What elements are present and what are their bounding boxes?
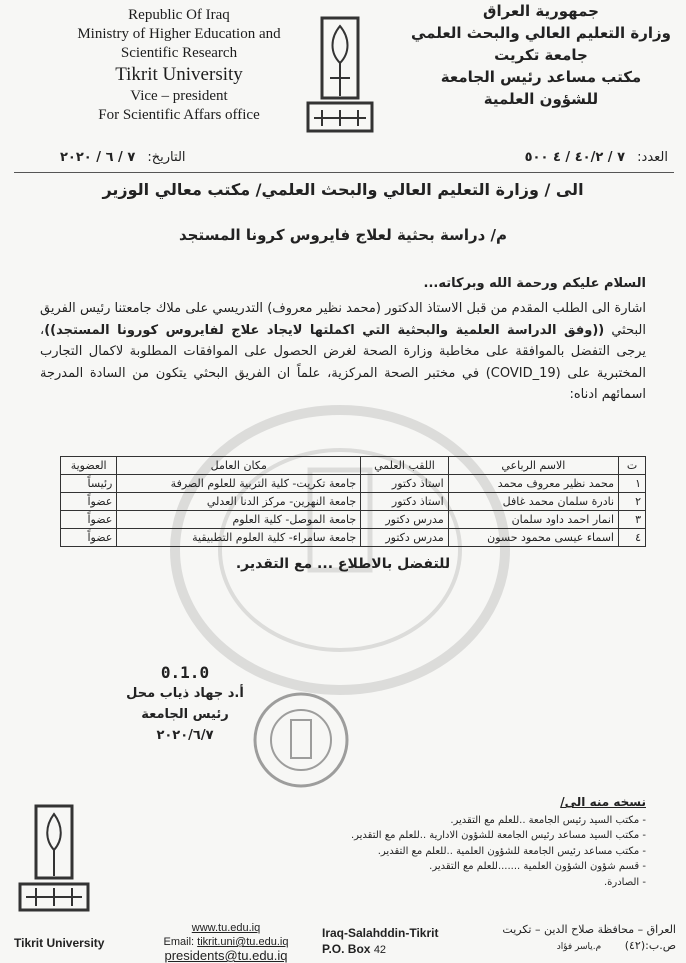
- table-cell: جامعة النهرين- مركز الدنا العدلي: [117, 493, 361, 511]
- table-cell: اسماء عيسى محمود حسون: [448, 529, 618, 547]
- en-line: For Scientific Affars office: [98, 107, 260, 123]
- table-cell: محمد نظير معروف محمد: [448, 475, 618, 493]
- ref-date: [60, 150, 186, 165]
- table-cell: استاذ دكتور: [361, 493, 449, 511]
- table-cell: ٣: [619, 511, 646, 529]
- en-line: Ministry of Higher Education and: [77, 26, 281, 42]
- email-link[interactable]: presidents@tu.edu.iq: [164, 948, 288, 963]
- email-link[interactable]: tikrit.uni@tu.edu.iq: [197, 936, 289, 948]
- greeting: السلام عليكم ورحمة الله وبركاته...: [423, 276, 646, 291]
- table-cell: عضواً: [61, 529, 117, 547]
- address-ar: العراق – محافظة صلاح الدين – تكريت: [502, 923, 676, 936]
- pobox-ar: ص.ب:(٤٢): [624, 939, 676, 952]
- university-name: Tikrit University: [115, 64, 243, 85]
- table-row: [61, 493, 646, 511]
- ar-line: للشؤون العلمية: [483, 90, 599, 108]
- column-header: الاسم الرباعي: [448, 457, 618, 475]
- ar-line: جامعة تكريت: [494, 46, 588, 64]
- subject-line: م/ دراسة بحثية لعلاج فايروس كرونا المستجد: [179, 226, 507, 244]
- column-header: العضوية: [61, 457, 117, 475]
- recipient-line: الى / وزارة التعليم العالي والبحث العلمي/ مكتب معالي الوزير: [102, 180, 584, 199]
- university-logo-icon: [300, 8, 380, 138]
- column-header: اللقب العلمي: [361, 457, 449, 475]
- email-label: Email:: [163, 936, 195, 948]
- research-team-table: [60, 456, 646, 547]
- pobox-label: P.O. Box: [322, 942, 371, 956]
- body-text-rest: ، يرجى التفضل بالموافقة على مخاطبة وزارة الصحة لغرض الحصول على الموافقات المطلوبة لاكمال التجارب المختبرية على (COVID_19) في مختبر الصحة المركزية، علماً ان الفريق البحثي يتكون من السادة المدرجة اسمائهم ادناه:: [40, 322, 646, 402]
- table-cell: استاذ دكتور: [361, 475, 449, 493]
- table-row: [61, 529, 646, 547]
- signature-scribble: 0.1.0: [160, 663, 210, 682]
- ref-number-value: ٧ / ٤٠/٢ / ٤ ٥٠٠: [524, 150, 626, 165]
- english-letterhead: [50, 6, 308, 125]
- table-cell: ٢: [619, 493, 646, 511]
- table-cell: نادرة سلمان محمد غافل: [448, 493, 618, 511]
- ref-date-value: ٧ / ٦ / ٢٠٢٠: [60, 150, 136, 165]
- footer-contacts: [126, 921, 326, 963]
- table-cell: عضواً: [61, 511, 117, 529]
- copy-item: - مكتب السيد رئيس الجامعة ..للعلم مع التقدير.: [450, 814, 646, 826]
- signature-date: ٢٠٢٠/٦/٧: [156, 728, 214, 743]
- footer-address-ar: [466, 922, 676, 955]
- copy-item: - مكتب مساعد رئيس الجامعة للشؤون العلمية ..للعلم مع التقدير.: [377, 845, 646, 857]
- ar-line: مكتب مساعد رئيس الجامعة: [440, 68, 642, 86]
- footer-logo-icon: [14, 800, 94, 920]
- body-emphasis: ((وفق الدراسة العلمية والبحثية التي اكملتها لايجاد علاج لفايروس كورونا المستجد)): [44, 322, 605, 338]
- ref-number-label: العدد:: [637, 150, 668, 165]
- address-en: Iraq-Salahddin-Tikrit: [322, 926, 439, 940]
- ar-line: وزارة التعليم العالي والبحث العلمي: [410, 24, 672, 42]
- table-header-row: [61, 457, 646, 475]
- letter-body: [40, 298, 646, 406]
- en-line: Scientific Research: [120, 45, 238, 61]
- arabic-letterhead: [406, 0, 676, 110]
- ar-line: جمهورية العراق: [483, 2, 599, 20]
- footer-address-en: [322, 925, 438, 958]
- watermark-seal: [170, 400, 510, 700]
- copy-item: - مكتب السيد مساعد رئيس الجامعة للشؤون الادارية ..للعلم مع التقدير.: [350, 830, 646, 841]
- table-cell: مدرس دكتور: [361, 529, 449, 547]
- official-stamp: [246, 690, 356, 790]
- header-divider: [14, 172, 674, 173]
- table-row: [61, 511, 646, 529]
- ref-number: [525, 150, 668, 165]
- footer-brand: Tikrit University: [14, 936, 105, 950]
- copy-item: - الصادرة.: [603, 876, 646, 888]
- body-text: اشارة الى الطلب المقدم من قبل الاستاذ الدكتور (محمد نظير معروف) التدريسي على ملاك جامعتنا رئيس الفريق البحثي: [40, 301, 646, 338]
- en-line: Vice – president: [130, 88, 228, 104]
- signatory-title: رئيس الجامعة: [141, 707, 229, 722]
- ref-date-label: التاريخ:: [147, 150, 186, 165]
- en-line: Republic Of Iraq: [128, 7, 230, 23]
- column-header: ت: [619, 457, 646, 475]
- table-cell: رئيساً: [61, 475, 117, 493]
- copies-heading: نسخه منه الى/: [560, 795, 646, 809]
- table-cell: جامعة تكريت- كلية التربية للعلوم الصرفة: [117, 475, 361, 493]
- closing-line: للتفضل بالاطلاع ... مع التقدير.: [235, 556, 451, 572]
- signature-block: [110, 662, 260, 746]
- pobox-number: 42: [373, 944, 387, 956]
- copies-list: [316, 795, 646, 890]
- typist-initials: م.ياسر فؤاد: [556, 942, 602, 952]
- column-header: مكان العامل: [117, 457, 361, 475]
- website-link[interactable]: www.tu.edu.iq: [191, 922, 261, 934]
- table-cell: انمار احمد داود سلمان: [448, 511, 618, 529]
- table-cell: ٤: [619, 529, 646, 547]
- signatory-name: أ.د جهاد ذياب محل: [126, 686, 244, 701]
- table-cell: ١: [619, 475, 646, 493]
- table-cell: جامعة الموصل- كلية العلوم: [117, 511, 361, 529]
- table-row: [61, 475, 646, 493]
- table-cell: مدرس دكتور: [361, 511, 449, 529]
- copy-item: - قسم شؤون الشؤون العلمية .......للعلم مع التقدير.: [429, 861, 646, 872]
- table-cell: جامعة سامراء- كلية العلوم التطبيقية: [117, 529, 361, 547]
- table-cell: عضواً: [61, 493, 117, 511]
